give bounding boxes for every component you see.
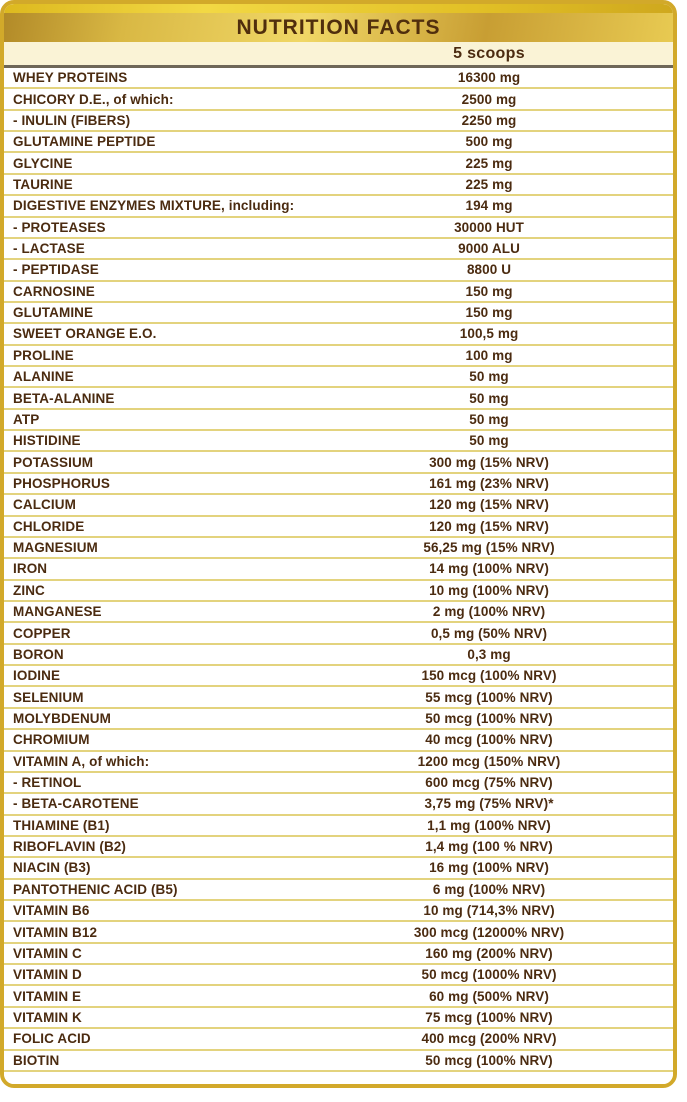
table-row (4, 239, 673, 260)
nutrient-value: 1,4 mg (100 % NRV) (425, 839, 553, 855)
table-row (4, 1029, 673, 1050)
nutrient-value: 160 mg (200% NRV) (425, 945, 553, 961)
nutrient-name: GLUTAMINE (13, 305, 94, 321)
nutrient-name: IODINE (13, 668, 61, 684)
nutrient-name: CHLORIDE (13, 518, 85, 534)
table-row (4, 388, 673, 409)
table-row (4, 944, 673, 965)
table-row (4, 986, 673, 1007)
table-row (4, 794, 673, 815)
nutrient-value: 300 mg (15% NRV) (429, 454, 549, 470)
nutrient-value: 75 mcg (100% NRV) (425, 1009, 553, 1025)
table-row (4, 367, 673, 388)
nutrient-name: IRON (13, 561, 48, 577)
nutrient-name: COPPER (13, 625, 71, 641)
table-row (4, 623, 673, 644)
nutrient-name: PROLINE (13, 347, 74, 363)
nutrient-value: 50 mg (469, 390, 509, 406)
nutrient-name: VITAMIN K (13, 1009, 82, 1025)
nutrient-value: 2500 mg (461, 91, 517, 107)
table-row (4, 602, 673, 623)
nutrient-name: ATP (13, 411, 40, 427)
table-row (4, 1008, 673, 1029)
nutrient-value: 60 mg (500% NRV) (429, 988, 549, 1004)
table-row (4, 666, 673, 687)
nutrient-table (4, 68, 673, 1084)
table-row (4, 901, 673, 922)
nutrient-name: - LACTASE (13, 241, 85, 257)
table-row (4, 303, 673, 324)
nutrient-value: 50 mcg (100% NRV) (425, 1052, 553, 1068)
nutrient-name: - INULIN (FIBERS) (13, 112, 131, 128)
serving-size-label: 5 scoops (453, 44, 525, 62)
table-row (4, 111, 673, 132)
table-row (4, 431, 673, 452)
nutrient-name: MANGANESE (13, 604, 102, 620)
nutrient-name: GLUTAMINE PEPTIDE (13, 134, 156, 150)
nutrient-value: 50 mcg (100% NRV) (425, 710, 553, 726)
nutrient-name: ALANINE (13, 369, 74, 385)
nutrient-name: DIGESTIVE ENZYMES MIXTURE, including: (13, 198, 295, 214)
table-row (4, 346, 673, 367)
nutrient-name: BIOTIN (13, 1052, 60, 1068)
table-row (4, 218, 673, 239)
nutrient-name: TAURINE (13, 176, 73, 192)
nutrient-name: PANTOTHENIC ACID (B5) (13, 881, 178, 897)
nutrient-value: 225 mg (465, 155, 513, 171)
table-row (4, 687, 673, 708)
table-row (4, 773, 673, 794)
nutrient-name: - BETA-CAROTENE (13, 796, 139, 812)
nutrient-value: 400 mcg (200% NRV) (421, 1031, 557, 1047)
nutrient-value: 194 mg (465, 198, 513, 214)
table-row (4, 452, 673, 473)
nutrient-value: 120 mg (15% NRV) (429, 497, 549, 513)
table-row (4, 858, 673, 879)
nutrient-value: 6 mg (100% NRV) (432, 881, 546, 897)
nutrient-name: - RETINOL (13, 775, 82, 791)
nutrient-value: 150 mg (465, 283, 513, 299)
nutrient-value: 50 mcg (1000% NRV) (421, 967, 557, 983)
nutrient-value: 100,5 mg (459, 326, 519, 342)
nutrient-name: VITAMIN B12 (13, 924, 98, 940)
table-row (4, 89, 673, 110)
table-row (4, 645, 673, 666)
nutrient-value: 500 mg (465, 134, 513, 150)
nutrient-value: 0,5 mg (50% NRV) (430, 625, 548, 641)
nutrient-value: 50 mg (469, 411, 509, 427)
table-row (4, 922, 673, 943)
nutrient-value: 120 mg (15% NRV) (429, 518, 549, 534)
nutrient-value: 100 mg (465, 347, 513, 363)
nutrient-name: POTASSIUM (13, 454, 94, 470)
table-row (4, 965, 673, 986)
serving-size-header-row (4, 42, 673, 68)
table-row (4, 282, 673, 303)
nutrient-name: BORON (13, 646, 64, 662)
table-row (4, 132, 673, 153)
nutrient-name: ZINC (13, 582, 45, 598)
nutrient-value: 150 mg (465, 305, 513, 321)
nutrient-value: 300 mcg (12000% NRV) (413, 924, 565, 940)
nutrient-name: VITAMIN C (13, 945, 82, 961)
nutrient-name: VITAMIN D (13, 967, 82, 983)
table-row (4, 153, 673, 174)
nutrient-name: HISTIDINE (13, 433, 81, 449)
nutrient-value: 10 mg (714,3% NRV) (423, 903, 555, 919)
nutrient-name: THIAMINE (B1) (13, 817, 110, 833)
table-row (4, 837, 673, 858)
nutrient-name: BETA-ALANINE (13, 390, 115, 406)
table-row (4, 68, 673, 89)
nutrient-value: 1,1 mg (100% NRV) (427, 817, 551, 833)
table-row (4, 538, 673, 559)
nutrient-value: 9000 ALU (458, 241, 520, 257)
nutrient-value: 50 mg (469, 369, 509, 385)
nutrient-name: GLYCINE (13, 155, 73, 171)
nutrient-value: 2250 mg (461, 112, 517, 128)
table-row (4, 175, 673, 196)
nutrient-value: 150 mcg (100% NRV) (421, 668, 557, 684)
nutrient-value: 1200 mcg (150% NRV) (417, 753, 561, 769)
table-row (4, 709, 673, 730)
nutrient-value: 14 mg (100% NRV) (429, 561, 549, 577)
nutrient-value: 2 mg (100% NRV) (432, 604, 546, 620)
table-row (4, 1051, 673, 1072)
nutrient-value: 30000 HUT (454, 219, 524, 235)
table-row (4, 816, 673, 837)
table-row (4, 730, 673, 751)
nutrient-name: NIACIN (B3) (13, 860, 91, 876)
nutrient-value: 16300 mg (457, 70, 521, 86)
nutrient-value: 40 mcg (100% NRV) (425, 732, 553, 748)
page-title: NUTRITION FACTS (236, 16, 441, 39)
table-row (4, 559, 673, 580)
table-row (4, 324, 673, 345)
title-band (4, 13, 673, 42)
nutrient-value: 0,3 mg (467, 646, 511, 662)
nutrient-name: - PROTEASES (13, 219, 106, 235)
nutrient-name: CALCIUM (13, 497, 76, 513)
nutrient-value: 225 mg (465, 176, 513, 192)
nutrient-name: VITAMIN E (13, 988, 82, 1004)
table-row (4, 196, 673, 217)
table-row (4, 880, 673, 901)
nutrient-name: VITAMIN A, of which: (13, 753, 150, 769)
nutrient-name: CHROMIUM (13, 732, 90, 748)
nutrient-name: CHICORY D.E., of which: (13, 91, 174, 107)
nutrient-name: - PEPTIDASE (13, 262, 99, 278)
nutrient-value: 8800 U (466, 262, 512, 278)
nutrient-value: 3,75 mg (75% NRV)* (424, 796, 554, 812)
nutrient-name: RIBOFLAVIN (B2) (13, 839, 126, 855)
nutrient-name: SELENIUM (13, 689, 84, 705)
nutrient-value: 56,25 mg (15% NRV) (423, 540, 555, 556)
nutrient-value: 16 mg (100% NRV) (429, 860, 549, 876)
nutrient-value: 10 mg (100% NRV) (429, 582, 549, 598)
table-row (4, 581, 673, 602)
nutrient-value: 55 mcg (100% NRV) (425, 689, 553, 705)
nutrient-name: PHOSPHORUS (13, 476, 111, 491)
nutrient-value: 50 mg (469, 433, 509, 449)
nutrient-name: WHEY PROTEINS (13, 70, 128, 86)
nutrient-name: VITAMIN B6 (13, 903, 90, 919)
gold-top-strip (4, 4, 673, 13)
nutrient-name: MAGNESIUM (13, 540, 98, 556)
nutrient-value: 161 mg (23% NRV) (429, 476, 549, 491)
table-row (4, 474, 673, 495)
table-row (4, 410, 673, 431)
nutrient-name: MOLYBDENUM (13, 710, 112, 726)
nutrient-value: 600 mcg (75% NRV) (425, 775, 553, 791)
nutrient-name: FOLIC ACID (13, 1031, 91, 1047)
table-row (4, 517, 673, 538)
nutrient-name: CARNOSINE (13, 283, 95, 299)
table-row (4, 260, 673, 281)
table-row (4, 752, 673, 773)
table-row (4, 495, 673, 516)
nutrient-name: SWEET ORANGE E.O. (13, 326, 157, 342)
